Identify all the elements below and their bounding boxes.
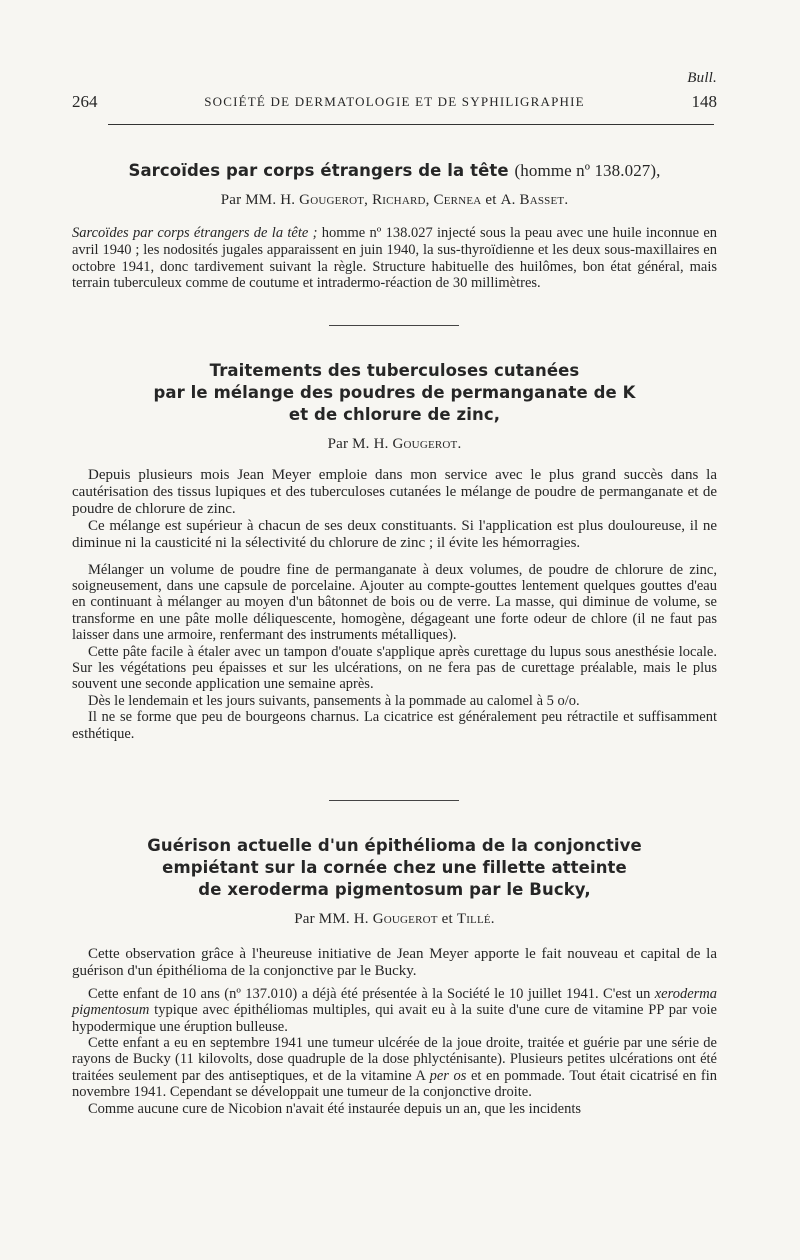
article-title [72,160,717,182]
byline-prefix: Par MM. [294,911,350,927]
bulletin-note: Bull. [687,70,717,86]
paragraph: Mélanger un volume de poudre fine de permanganate à deux volumes, de poudre de chlorure de zinc, soigneusement, dans une capsule de porcelaine. Ajouter au compte-gouttes lentement quelques gouttes d'eau en continuant à mélanger au moyen d'un bâtonnet de bois ou de verre. La masse, qui diminue de volume, se transforme en une pâte molle déliquescente, homogène, dégageant une forte odeur de chlore (il ne faut pas laisser dans une armoire, renfermant des instruments métalliques). [72,561,717,644]
paragraph: Comme aucune cure de Nicobion n'avait été instaurée depuis un an, que les incidents [88,1100,582,1117]
text-run: Cette enfant de 10 ans (nº 137.010) a déjà été présentée à la Société le 10 juillet 1941. C'est un [88,985,651,1002]
text-run: typique avec épithéliomas multiples, qui avait eu à la suite d'une cure de vitamine PP par voie hypodermique une éruption bulleuse. [72,1002,717,1035]
paragraph: Dès le lendemain et les jours suivants, pansements à la pommade au calomel à 5 o/o. [88,692,580,709]
journal-title: SOCIÉTÉ DE DERMATOLOGIE ET DE SYPHILIGRAPHIE [204,94,585,109]
text-run: Cette enfant a eu en septembre 1941 une tumeur ulcérée de la joue droite, traitée et guérie par une série de rayons de Bucky (11 kilovolts, dose quadruple de la dose phlycténisante). Plusieurs petites ulcérations ont été traitées seulement par des antiseptiques, et de la vitamine A [72,1035,717,1084]
byline [72,192,717,209]
article-epithelioma [72,835,717,1117]
byline-prefix: Par MM. [220,192,277,208]
separator-rule [329,325,459,326]
page-number-left: 264 [72,92,98,111]
title-line: Guérison actuelle d'un épithélioma de la conjonctive [147,836,642,855]
paragraph: Depuis plusieurs mois Jean Meyer emploie dans mon service avec le plus grand succès dans la cautérisation des tissus lupiques et des tuberculoses cutanées le mélange de poudre de permanganate et de poudre de chlorure de zinc. [72,467,717,517]
text-run-italic: per os [429,1067,467,1084]
title-line: par le mélange des poudres de permanganate de K [153,383,636,402]
summary-text: homme nº 138.027 injecté sous la peau avec une huile inconnue en avril 1940 ; les nodosités jugales apparaissent en juin 1940, la sus-thyroïdienne et les deux sous-maxillaires en octobre 1941, donc tardivement suivant la règle. Structure habituelle des huilômes, bon état général, mais terrain tuberculeux comme de coutume et intradermo-réaction de 30 millimètres. [72,225,718,292]
byline-last-author: A. Basset. [500,192,569,208]
summary [72,225,717,292]
paragraph [72,1035,717,1101]
byline [72,911,717,928]
article-title [72,360,717,426]
title-line: et de chlorure de zinc, [288,405,501,424]
paragraph: Cette pâte facile à étaler avec un tampon d'ouate s'applique après curettage du lupus sous anesthésie locale. Sur les végétations peu épaisses et sur les ulcérations, on ne fera pas de curettage préalable, mais le plus souvent une seconde application une semaine après. [72,643,717,693]
title-line: de xeroderma pigmentosum par le Bucky, [198,880,591,899]
paragraph [72,986,717,1035]
title-plain: (homme nº 138.027), [514,161,661,180]
text-run: et en pommade. Tout était cicatrisé en fin novembre 1941. Cependant se développait une tumeur de la conjonctive droite. [72,1067,717,1101]
text-run-italic: xeroderma pigmentosum [72,985,717,1019]
paragraph: Ce mélange est supérieur à chacun de ses deux constituants. Si l'application est plus douloureuse, il ne diminue ni la causticité ni la sélectivité du chlorure de zinc ; il évite les hémorragies. [72,517,717,551]
header-rule [108,124,714,125]
page-number-right: 148 [691,92,717,111]
byline-author: H. Gougerot [353,911,438,927]
title-bold: Sarcoïdes par corps étrangers de la tête [128,161,509,180]
title-line: Traitements des tuberculoses cutanées [209,361,580,380]
article-title [72,835,717,901]
byline-authors: H. Gougerot, Richard, Cernea [280,192,482,208]
summary-italic: Sarcoïdes par corps étrangers de la tête ; [72,225,318,241]
separator-rule [329,800,459,801]
byline-conj: et [485,192,497,208]
byline-author: Tillé. [456,911,495,927]
article-tuberculoses [72,360,717,742]
byline-conj: et [441,911,453,927]
byline [72,436,717,453]
byline-author: H. Gougerot. [373,436,462,452]
paragraph: Il ne se forme que peu de bourgeons charnus. La cicatrice est généralement peu rétractile et suffisamment esthétique. [72,709,717,742]
title-line: empiétant sur la cornée chez une fillette atteinte [162,858,627,877]
article-sarcoides [72,160,717,292]
paragraph: Cette observation grâce à l'heureuse initiative de Jean Meyer apporte le fait nouveau et capital de la guérison d'un épithélioma de la conjonctive par le Bucky. [72,946,717,979]
byline-prefix: Par M. [327,436,370,452]
running-head [72,92,717,112]
